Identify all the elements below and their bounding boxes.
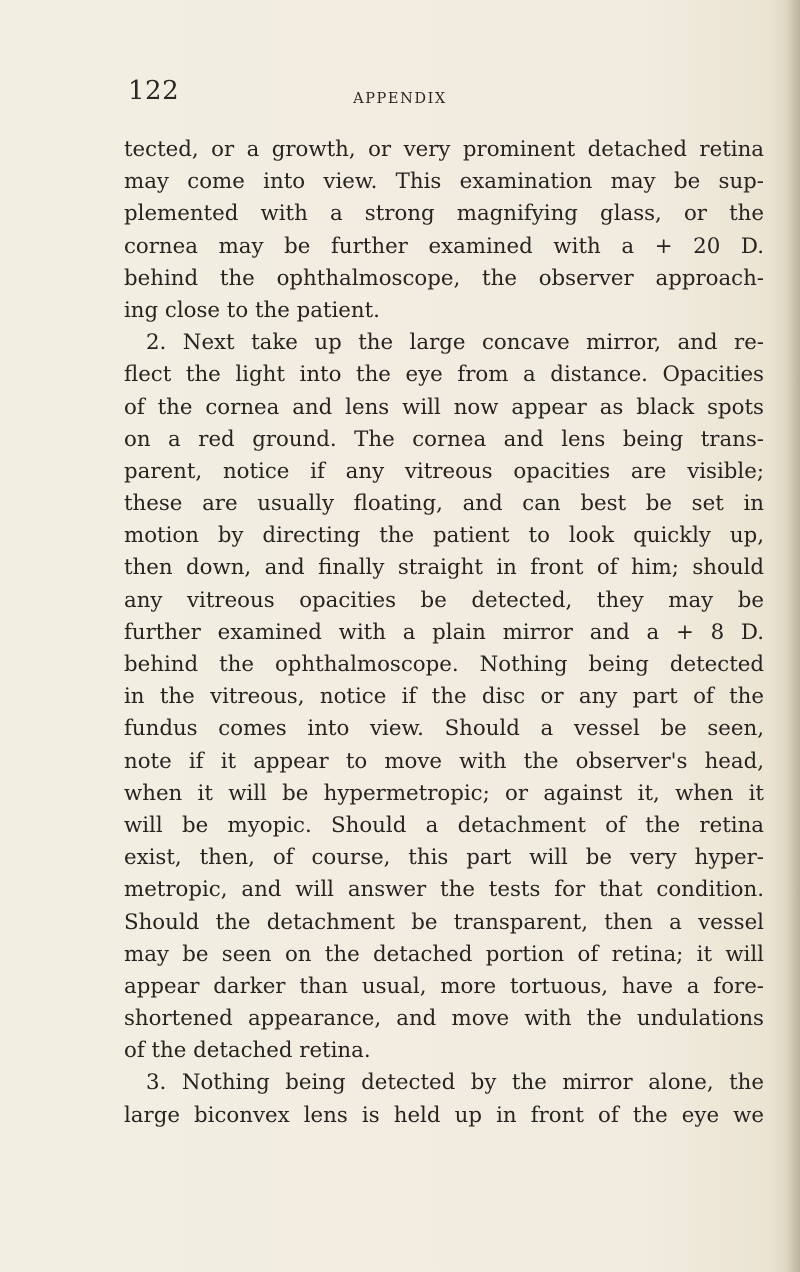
text-line: Should the detachment be transparent, then a vessel — [124, 909, 764, 935]
text-line: then down, and finally straight in front of him; should — [124, 555, 764, 581]
text-line: on a red ground. The cornea and lens being trans- — [124, 426, 764, 452]
text-line: plemented with a strong magnifying glass, or the — [124, 201, 764, 227]
page-number: 122 — [128, 76, 180, 106]
text-line: motion by directing the patient to look quickly up, — [124, 523, 764, 549]
text-line: large biconvex lens is held up in front of the eye we — [124, 1102, 764, 1128]
text-line: when it will be hypermetropic; or against it, when it — [124, 780, 764, 806]
text-line: flect the light into the eye from a distance. Opacities — [124, 362, 764, 388]
text-line: may be seen on the detached portion of retina; it will — [124, 941, 764, 967]
running-head: APPENDIX — [353, 91, 447, 107]
text-line: exist, then, of course, this part will be very hyper- — [124, 845, 764, 871]
text-line: metropic, and will answer the tests for that condition. — [124, 877, 764, 903]
text-line: any vitreous opacities be detected, they may be — [124, 587, 764, 613]
text-line: may come into view. This examination may be sup- — [124, 169, 764, 195]
text-line: ing close to the patient. — [124, 297, 380, 323]
text-line: fundus comes into view. Should a vessel be seen, — [124, 716, 764, 742]
text-line: cornea may be further examined with a + 20 D. — [124, 233, 764, 259]
text-line: these are usually floating, and can best be set in — [124, 491, 764, 517]
text-line: tected, or a growth, or very prominent detached retina — [124, 137, 764, 162]
text-line: appear darker than usual, more tortuous, have a fore- — [124, 973, 764, 999]
text-line: of the cornea and lens will now appear as black spots — [124, 394, 764, 420]
text-line: in the vitreous, notice if the disc or any part of the — [124, 684, 764, 710]
text-line: shortened appearance, and move with the undulations — [124, 1006, 764, 1032]
text-line: of the detached retina. — [124, 1038, 371, 1064]
text-line: 2. Next take up the large concave mirror, and re- — [146, 330, 764, 356]
page-edge-shadow — [786, 0, 800, 1272]
text-line: 3. Nothing being detected by the mirror alone, the — [146, 1070, 764, 1096]
text-line: further examined with a plain mirror and a + 8 D. — [124, 619, 764, 645]
text-line: will be myopic. Should a detachment of the retina — [124, 812, 764, 838]
text-line: behind the ophthalmoscope, the observer approach- — [124, 265, 764, 291]
text-line: parent, notice if any vitreous opacities are visible; — [124, 458, 764, 484]
body-text — [124, 134, 764, 1132]
text-line: note if it appear to move with the observer's head, — [124, 748, 764, 774]
text-line: behind the ophthalmoscope. Nothing being detected — [124, 652, 764, 677]
